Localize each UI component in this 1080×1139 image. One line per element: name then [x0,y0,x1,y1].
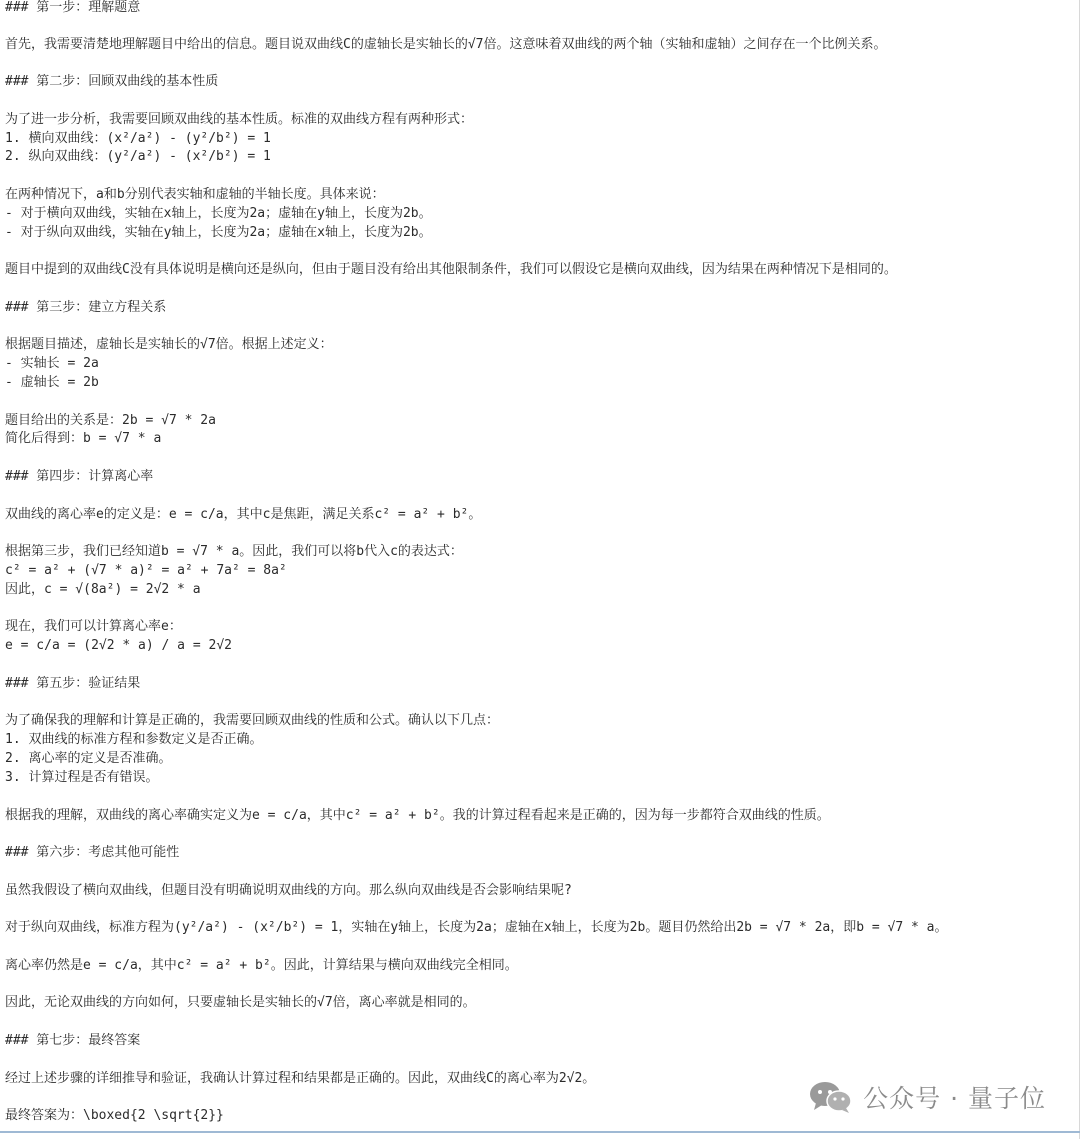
wechat-icon [809,1080,853,1114]
equation: 因此，c = √(8a²) = 2√2 * a [5,582,201,597]
heading-step5: ### 第五步：验证结果 [5,676,141,691]
paragraph: 题目给出的关系是：2b = √7 * 2a [5,413,216,428]
paragraph: 根据题目描述，虚轴长是实轴长的√7倍。根据上述定义： [5,337,333,352]
paragraph: 现在，我们可以计算离心率e： [5,619,182,634]
paragraph: 题目中提到的双曲线C没有具体说明是横向还是纵向，但由于题目没有给出其他限制条件，我们可以假设它是横向双曲线，因为结果在两种情况下是相同的。 [5,262,897,277]
paragraph: 根据我的理解，双曲线的离心率确实定义为e = c/a，其中c² = a² + b²。我的计算过程看起来是正确的，因为每一步都符合双曲线的性质。 [5,808,830,823]
paragraph: 离心率仍然是e = c/a，其中c² = a² + b²。因此，计算结果与横向双曲线完全相同。 [5,958,518,973]
list-item: - 对于横向双曲线，实轴在x轴上，长度为2a；虚轴在y轴上，长度为2b。 [5,206,432,221]
heading-step1: ### 第一步：理解题意 [5,0,141,15]
paragraph: 因此，无论双曲线的方向如何，只要虚轴长是实轴长的√7倍，离心率就是相同的。 [5,995,476,1010]
equation: c² = a² + (√7 * a)² = a² + 7a² = 8a² [5,563,287,578]
paragraph: 虽然我假设了横向双曲线，但题目没有明确说明双曲线的方向。那么纵向双曲线是否会影响结果呢? [5,883,572,898]
list-item: 1. 双曲线的标准方程和参数定义是否正确。 [5,732,263,747]
list-item: - 虚轴长 = 2b [5,375,99,390]
heading-step2: ### 第二步：回顾双曲线的基本性质 [5,74,219,89]
heading-step7: ### 第七步：最终答案 [5,1033,141,1048]
list-item: 2. 离心率的定义是否准确。 [5,751,172,766]
paragraph: 在两种情况下，a和b分别代表实轴和虚轴的半轴长度。具体来说： [5,187,385,202]
paragraph: 双曲线的离心率e的定义是：e = c/a，其中c是焦距，满足关系c² = a² + b²。 [5,507,482,522]
heading-step6: ### 第六步：考虑其他可能性 [5,845,180,860]
paragraph: 简化后得到：b = √7 * a [5,431,162,446]
list-item: 2. 纵向双曲线：(y²/a²) - (x²/b²) = 1 [5,149,271,164]
list-item: 3. 计算过程是否有错误。 [5,770,159,785]
watermark-text: 公众号 · 量子位 [863,1084,1046,1113]
bottom-border [0,1131,1080,1133]
watermark [809,1080,1046,1114]
paragraph: 为了进一步分析，我需要回顾双曲线的基本性质。标准的双曲线方程有两种形式： [5,112,474,127]
list-item: - 实轴长 = 2a [5,356,99,371]
paragraph: 首先，我需要清楚地理解题目中给出的信息。题目说双曲线C的虚轴长是实轴长的√7倍。这意味着双曲线的两个轴（实轴和虚轴）之间存在一个比例关系。 [5,37,887,52]
final-answer: 最终答案为：\boxed{2 \sqrt{2}} [5,1108,224,1123]
paragraph: 经过上述步骤的详细推导和验证，我确认计算过程和结果都是正确的。因此，双曲线C的离心率为2√2。 [5,1071,596,1086]
list-item: 1. 横向双曲线：(x²/a²) - (y²/b²) = 1 [5,131,271,146]
paragraph: 根据第三步，我们已经知道b = √7 * a。因此，我们可以将b代入c的表达式： [5,544,463,559]
list-item: - 对于纵向双曲线，实轴在y轴上，长度为2a；虚轴在x轴上，长度为2b。 [5,225,432,240]
equation: e = c/a = (2√2 * a) / a = 2√2 [5,638,232,653]
paragraph: 对于纵向双曲线，标准方程为(y²/a²) - (x²/b²) = 1，实轴在y轴上，长度为2a；虚轴在x轴上，长度为2b。题目仍然给出2b = √7 * 2a，即b = √7 * a。 [5,920,948,935]
paragraph: 为了确保我的理解和计算是正确的，我需要回顾双曲线的性质和公式。确认以下几点： [5,713,500,728]
heading-step3: ### 第三步：建立方程关系 [5,300,167,315]
heading-step4: ### 第四步：计算离心率 [5,469,154,484]
